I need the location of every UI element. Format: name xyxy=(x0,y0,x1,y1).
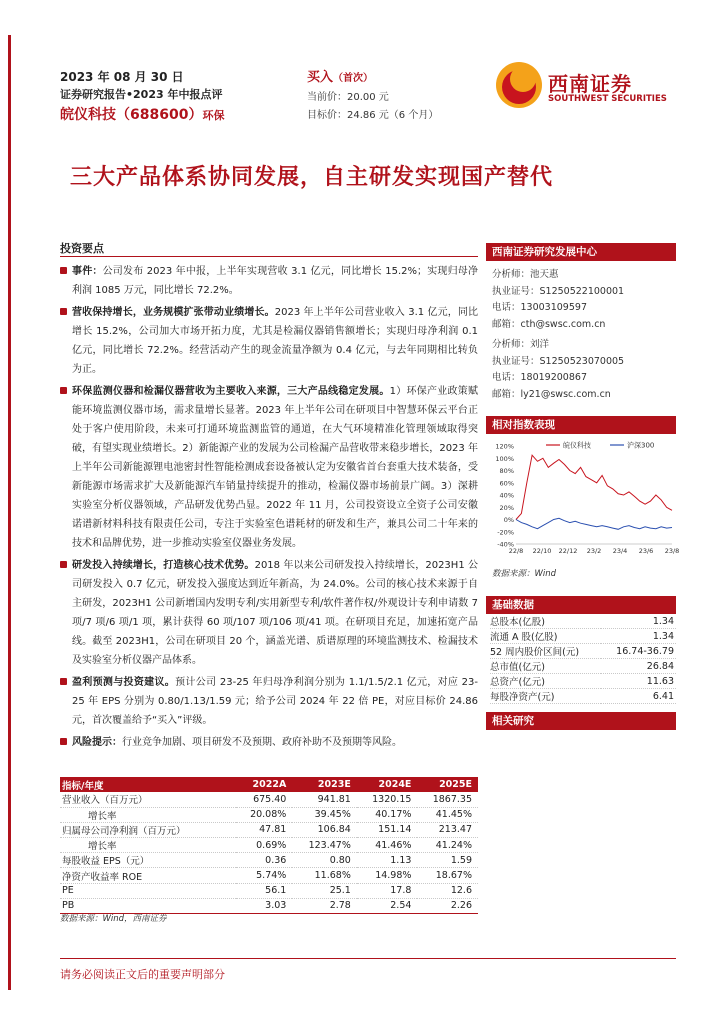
y-tick-label: 60% xyxy=(499,479,514,488)
footer-disclaimer[interactable]: 请务必阅读正文后的重要声明部分 xyxy=(60,968,225,981)
table-cell: 12.6 xyxy=(417,883,478,898)
table-cell: 18.67% xyxy=(417,868,478,883)
key-point-text: 预计公司 23-25 年归母净利润分别为 1.1/1.5/2.1 亿元，对应 23-25 年 EPS 分别为 0.80/1.13/1.59 元；给予公司 2024 年 22 倍 PE，对应目标价 24.86 元，首次覆盖给予“买入”评级。 xyxy=(72,677,479,726)
y-tick-label: 120% xyxy=(495,442,514,451)
table-cell: 归属母公司净利润（百万元） xyxy=(60,822,236,837)
table-cell: 213.47 xyxy=(417,822,478,837)
table-row xyxy=(490,629,676,644)
bullet-icon xyxy=(60,308,67,315)
research-center-title: 西南证券研究发展中心 xyxy=(486,243,676,261)
table-cell: 11.63 xyxy=(601,674,676,689)
series-line xyxy=(516,455,672,519)
financial-table-source: 数据来源：Wind，西南证券 xyxy=(60,914,167,924)
table-header-cell: 2024E xyxy=(357,777,418,792)
x-tick-label: 23/4 xyxy=(612,547,628,555)
table-header-cell: 2025E xyxy=(417,777,478,792)
table-cell: 26.84 xyxy=(601,659,676,674)
table-cell: 2.54 xyxy=(357,898,418,913)
analyst-line: 分析师：池天惠 xyxy=(492,269,559,280)
analyst-2-info xyxy=(492,337,672,403)
analyst-line: 执业证号：S1250522100001 xyxy=(492,285,625,297)
financial-table xyxy=(60,777,478,914)
table-header-cell: 2022A xyxy=(236,777,292,792)
section-title: 投资要点 xyxy=(60,242,104,255)
legend-label: 沪深300 xyxy=(627,441,655,450)
table-row xyxy=(490,644,676,659)
table-cell: 总资产(亿元) xyxy=(490,674,601,689)
table-cell: 41.24% xyxy=(417,838,478,853)
analyst-line: 分析师：刘洋 xyxy=(492,339,550,350)
table-cell: 净资产收益率 ROE xyxy=(60,868,236,883)
table-cell: 41.45% xyxy=(417,807,478,822)
table-cell: 675.40 xyxy=(236,792,292,807)
table-cell: 1.59 xyxy=(417,853,478,868)
logo-en: SOUTHWEST SECURITIES xyxy=(548,94,667,104)
table-cell: 25.1 xyxy=(292,883,357,898)
report-date: 2023 年 08 月 30 日 xyxy=(60,70,184,84)
table-row xyxy=(60,792,478,807)
key-point-lead: 事件： xyxy=(72,266,103,277)
y-tick-label: 0% xyxy=(503,516,514,524)
table-cell: 16.74-36.79 xyxy=(601,644,676,659)
table-cell: 3.03 xyxy=(236,898,292,913)
target-price: 目标价：24.86 元（6 个月） xyxy=(307,110,439,121)
legend-label: 皖仪科技 xyxy=(563,441,591,450)
table-cell: PB xyxy=(60,898,236,913)
table-cell: 营业收入（百万元） xyxy=(60,792,236,807)
x-tick-label: 22/8 xyxy=(508,547,524,555)
performance-title: 相对指数表现 xyxy=(486,416,676,434)
table-cell: 11.68% xyxy=(292,868,357,883)
table-cell: 1320.15 xyxy=(357,792,418,807)
section-divider xyxy=(60,256,478,257)
bullet-icon xyxy=(60,738,67,745)
table-cell: 41.46% xyxy=(357,838,418,853)
rating-note: （首次） xyxy=(333,73,374,84)
analyst-line: 电话：18019200867 xyxy=(492,372,587,383)
table-row xyxy=(490,614,676,629)
relative-performance-chart xyxy=(486,436,680,566)
logo-mark-icon xyxy=(496,62,542,108)
x-tick-label: 23/2 xyxy=(586,547,602,555)
table-cell: 1.13 xyxy=(357,853,418,868)
table-cell: 941.81 xyxy=(292,792,357,807)
table-row xyxy=(60,822,478,837)
x-tick-label: 23/8 xyxy=(664,547,680,555)
logo-cn: 西南证券 xyxy=(548,72,632,96)
table-cell: 0.36 xyxy=(236,853,292,868)
table-row xyxy=(490,659,676,674)
footer-divider xyxy=(60,958,676,959)
x-tick-label: 23/6 xyxy=(638,547,654,555)
key-point-text: 2023 年上半年公司营业收入 3.1 亿元，同比增长 15.2%，公司加大市场开拓力度，尤其是检漏仪器销售额增长；实现归母净利润 0.1 亿元，同比增长 72.2%。经营活动产生的现金流量净额为 0.4 亿元，与去年同期相比转负为正。 xyxy=(72,307,479,375)
key-point xyxy=(60,733,478,752)
y-tick-label: 40% xyxy=(499,491,514,500)
analyst-line: 邮箱：cth@swsc.com.cn xyxy=(492,318,606,330)
table-cell: PE xyxy=(60,883,236,898)
rating xyxy=(307,66,373,85)
series-line xyxy=(516,518,672,529)
x-tick-label: 22/12 xyxy=(558,547,578,555)
basic-data-title: 基础数据 xyxy=(486,596,676,614)
key-point-lead: 环保监测仪器和检漏仪器营收为主要收入来源，三大产品线稳定发展。 xyxy=(72,386,390,397)
table-row xyxy=(60,838,478,853)
key-point-text: 2018 年以来公司研发投入持续增长，2023H1 公司研发投入 0.7 亿元，研发投入强度达到近年新高，为 24.0%。公司的核心技术来源于自主研发，2023H1 公司新增国内发明专利/实用新型专利/软件著作权/外观设计专利申请数 7 项/7 项/6 项/1 项，累计获得 60 项/107 项/106 项/41 项。在研项目充足，加速拓宽产品线。截至 2023H1，公司在研项目 20 个，涵盖光谱、质谱原理的环境监测技术、检漏技术及实验室分析仪器产品体系。 xyxy=(72,560,479,666)
key-point xyxy=(60,382,478,553)
table-row xyxy=(60,868,478,883)
x-tick-label: 22/10 xyxy=(532,547,552,555)
bullet-icon xyxy=(60,267,67,274)
table-cell: 39.45% xyxy=(292,807,357,822)
table-cell: 17.8 xyxy=(357,883,418,898)
y-tick-label: 80% xyxy=(499,467,514,475)
table-cell: 总市值(亿元) xyxy=(490,659,601,674)
key-point-lead: 研发投入持续增长，打造核心技术优势。 xyxy=(72,560,255,571)
table-cell: 1867.35 xyxy=(417,792,478,807)
key-points-list xyxy=(60,262,478,755)
key-point-lead: 营收保持增长，业务规模扩张带动业绩增长。 xyxy=(72,307,275,318)
key-point-text: 1）环保产业政策赋能环境监测仪器市场，需求量增长显著。2023 年上半年公司在研项目中智慧环保云平台正处于客户使用阶段，未来可打通环境监测监管的通道，在大气环境精准化管理领域取得突破，有望实现业绩增长。2）新能源产业的发展为公司检漏产品营收带来稳步增长，2023 年上半年公司新能源锂电池密封性智能检测成套设备被认定为安徽省首台套重大技术装备，受新能源市场需求扩大及新能源汽车销量持续提升的推动，检漏仪器市场前景广阔。3）深耕实验室分析仪器领域，产品研发优势凸显。2022 年 11 月，公司投资设立全资子公司安徽诺谱新材料科技有限责任公司，专注于实验室色谱耗材的研发和生产，兼具公司二十年来的技术和品牌优势，进一步推动实验室仪器业务发展。 xyxy=(72,386,478,549)
key-point-lead: 风险提示： xyxy=(72,737,122,748)
table-row xyxy=(490,689,676,704)
stock-name-text: 皖仪科技（688600） xyxy=(60,107,203,123)
table-cell: 123.47% xyxy=(292,838,357,853)
chart-source: 数据来源：Wind xyxy=(492,569,557,579)
table-cell: 增长率 xyxy=(60,838,236,853)
table-cell: 20.08% xyxy=(236,807,292,822)
table-cell: 每股净资产(元) xyxy=(490,689,601,704)
table-header-cell: 2023E xyxy=(292,777,357,792)
stock-name xyxy=(60,104,224,124)
table-row xyxy=(490,674,676,689)
key-point-lead: 盈利预测与投资建议。 xyxy=(72,677,176,688)
bullet-icon xyxy=(60,387,67,394)
table-row xyxy=(60,853,478,868)
table-cell: 0.80 xyxy=(292,853,357,868)
basic-data-table xyxy=(490,614,676,704)
table-cell: 1.34 xyxy=(601,614,676,629)
key-point-text: 行业竞争加剧、项目研发不及预期、政府补助不及预期等风险。 xyxy=(122,737,402,748)
y-tick-label: 20% xyxy=(499,503,514,512)
key-point xyxy=(60,556,478,670)
key-point xyxy=(60,262,478,300)
table-cell: 106.84 xyxy=(292,822,357,837)
table-cell: 2.78 xyxy=(292,898,357,913)
table-cell: 2.26 xyxy=(417,898,478,913)
stock-sector: 环保 xyxy=(202,109,225,122)
table-row xyxy=(60,883,478,898)
y-tick-label: -40% xyxy=(497,540,514,549)
company-logo xyxy=(496,62,676,122)
current-price: 当前价：20.00 元 xyxy=(307,92,389,103)
table-cell: 总股本(亿股) xyxy=(490,614,601,629)
table-cell: 40.17% xyxy=(357,807,418,822)
y-tick-label: -20% xyxy=(497,528,514,537)
rating-label: 买入 xyxy=(307,70,334,85)
table-header-cell: 指标/年度 xyxy=(60,777,236,792)
report-type: 证券研究报告•2023 年中报点评 xyxy=(60,88,223,101)
analyst-line: 执业证号：S1250523070005 xyxy=(492,355,625,367)
table-cell: 6.41 xyxy=(601,689,676,704)
table-cell: 0.69% xyxy=(236,838,292,853)
table-cell: 56.1 xyxy=(236,883,292,898)
key-point xyxy=(60,673,478,730)
bullet-icon xyxy=(60,678,67,685)
key-point-text: 公司发布 2023 年中报，上半年实现营收 3.1 亿元，同比增长 15.2%；实现归母净利润 1085 万元，同比增长 72.2%。 xyxy=(72,266,479,296)
related-research-title[interactable]: 相关研究 xyxy=(486,712,676,730)
table-cell: 5.74% xyxy=(236,868,292,883)
y-tick-label: 100% xyxy=(495,454,514,463)
analyst-1-info xyxy=(492,267,672,333)
bullet-icon xyxy=(60,561,67,568)
table-row xyxy=(60,807,478,822)
table-cell: 流通 A 股(亿股) xyxy=(490,629,601,644)
analyst-line: 邮箱：ly21@swsc.com.cn xyxy=(492,388,611,400)
table-cell: 每股收益 EPS（元） xyxy=(60,853,236,868)
table-cell: 151.14 xyxy=(357,822,418,837)
key-point xyxy=(60,303,478,379)
table-cell: 52 周内股价区间(元) xyxy=(490,644,601,659)
page-title: 三大产品体系协同发展，自主研发实现国产替代 xyxy=(70,165,554,190)
table-cell: 1.34 xyxy=(601,629,676,644)
table-cell: 47.81 xyxy=(236,822,292,837)
table-cell: 14.98% xyxy=(357,868,418,883)
left-accent-rule xyxy=(8,35,11,990)
financial-table-header xyxy=(60,777,478,792)
table-cell: 增长率 xyxy=(60,807,236,822)
analyst-line: 电话：13003109597 xyxy=(492,302,587,313)
